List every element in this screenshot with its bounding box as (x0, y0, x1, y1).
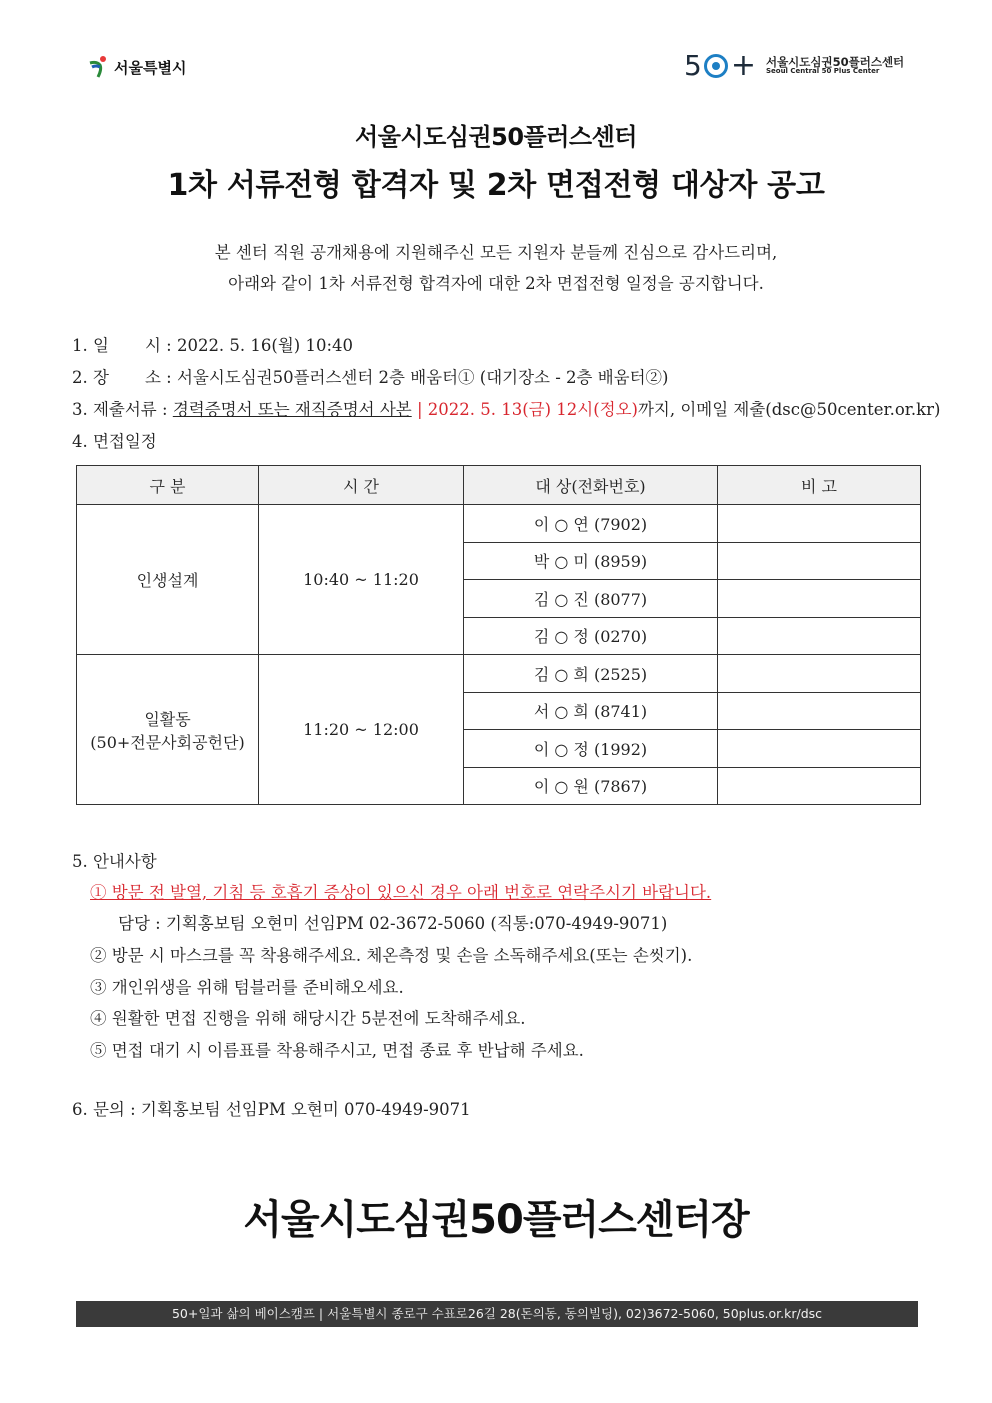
signature: 서울시도심권50플러스센터장 (243, 1197, 749, 1243)
logo-plus: + (730, 48, 756, 83)
person-cell: 박 ○ 미 (8959) (464, 542, 718, 580)
item-date: 1. 일 시 : 2022. 5. 16(월) 10:40 (72, 336, 354, 355)
person-cell: 김 ○ 희 (2525) (464, 655, 718, 693)
center-logo (684, 48, 904, 83)
person-cell: 이 ○ 연 (7902) (464, 505, 718, 543)
seoul-city-logo (88, 55, 186, 79)
note-2-mask: ② 방문 시 마스크를 꼭 착용해주세요. 체온측정 및 손을 소독해주세요(또는 손씻기). (90, 946, 693, 965)
item-place: 2. 장 소 : 서울시도심권50플러스센터 2층 배움터① (대기장소 - 2층 배움터②) (72, 368, 669, 387)
note-3-tumbler: ③ 개인위생을 위해 텀블러를 준비해오세요. (90, 978, 404, 997)
note-1-symptoms: ① 방문 전 발열, 기침 등 호흡기 증상이 있으신 경우 아래 번호로 연락주시기 바랍니다. (90, 883, 712, 902)
remarks-cell (718, 580, 921, 618)
logo-name-ko: 서울시도심권50플러스센터 (765, 54, 905, 69)
time-cell: 11:20 ~ 12:00 (259, 655, 464, 805)
note-5-nametag: ⑤ 면접 대기 시 이름표를 착용해주시고, 면접 종료 후 반납해 주세요. (90, 1041, 584, 1060)
logo-name-en: Seoul Central 50 Plus Center (765, 66, 880, 75)
item-schedule-label: 4. 면접일정 (72, 432, 157, 451)
intro-line-1: 본 센터 직원 공개채용에 지원해주신 모든 지원자 분들께 진심으로 감사드리며, (214, 243, 778, 262)
remarks-cell (718, 655, 921, 693)
logo-5: 5 (684, 49, 702, 82)
header-target: 대 상(전화번호) (464, 466, 718, 505)
note-4-arrival: ④ 원활한 면접 진행을 위해 해당시간 5분전에 도착해주세요. (90, 1009, 526, 1028)
table-row (77, 505, 921, 543)
person-cell: 이 ○ 원 (7867) (464, 767, 718, 805)
page-title: 1차 서류전형 합격자 및 2차 면접전형 대상자 공고 (167, 168, 825, 203)
seoul-logo-icon (88, 55, 110, 79)
remarks-cell (718, 730, 921, 768)
seoul-logo-text: 서울특별시 (114, 58, 187, 77)
footer-bar: 50+일과 삶의 베이스캠프 | 서울특별시 종로구 수표로26길 28(돈의동, 동의빌딩), 02)3672-5060, 50plus.or.kr/dsc (76, 1301, 918, 1327)
header-remarks: 비 고 (718, 466, 921, 505)
remarks-cell (718, 617, 921, 655)
interview-schedule-table (76, 465, 921, 805)
table-row (77, 655, 921, 693)
title-org: 서울시도심권50플러스센터 (355, 123, 637, 151)
docs-required: 경력증명서 또는 재직증명서 사본 (172, 400, 412, 419)
remarks-cell (718, 692, 921, 730)
person-cell: 김 ○ 정 (0270) (464, 617, 718, 655)
remarks-cell (718, 767, 921, 805)
item-documents: 3. 제출서류 : 경력증명서 또는 재직증명서 사본 | 2022. 5. 13(금) 12시(정오)까지, 이메일 제출(dsc@50center.or.kr) (72, 400, 941, 419)
docs-deadline: 2022. 5. 13(금) 12시(정오) (427, 400, 638, 419)
remarks-cell (718, 542, 921, 580)
header-time: 시 간 (259, 466, 464, 505)
notes-heading: 5. 안내사항 (72, 852, 157, 871)
logo-50-mark (684, 48, 756, 83)
note-1-contact: 담당 : 기획홍보팀 오현미 선임PM 02-3672-5060 (직통:070-4949-9071) (118, 914, 668, 933)
header-category: 구 분 (77, 466, 259, 505)
category-cell: 인생설계 (77, 505, 259, 655)
person-cell: 김 ○ 진 (8077) (464, 580, 718, 618)
intro-line-2: 아래와 같이 1차 서류전형 합격자에 대한 2차 면접전형 일정을 공지합니다. (228, 274, 764, 293)
remarks-cell (718, 505, 921, 543)
time-cell: 10:40 ~ 11:20 (259, 505, 464, 655)
person-cell: 이 ○ 정 (1992) (464, 730, 718, 768)
inquiry: 6. 문의 : 기획홍보팀 선임PM 오현미 070-4949-9071 (72, 1100, 471, 1119)
category-cell: 일활동 (50+전문사회공헌단) (77, 655, 259, 805)
logo-circle-icon (704, 54, 728, 78)
table-header-row (77, 466, 921, 505)
person-cell: 서 ○ 희 (8741) (464, 692, 718, 730)
